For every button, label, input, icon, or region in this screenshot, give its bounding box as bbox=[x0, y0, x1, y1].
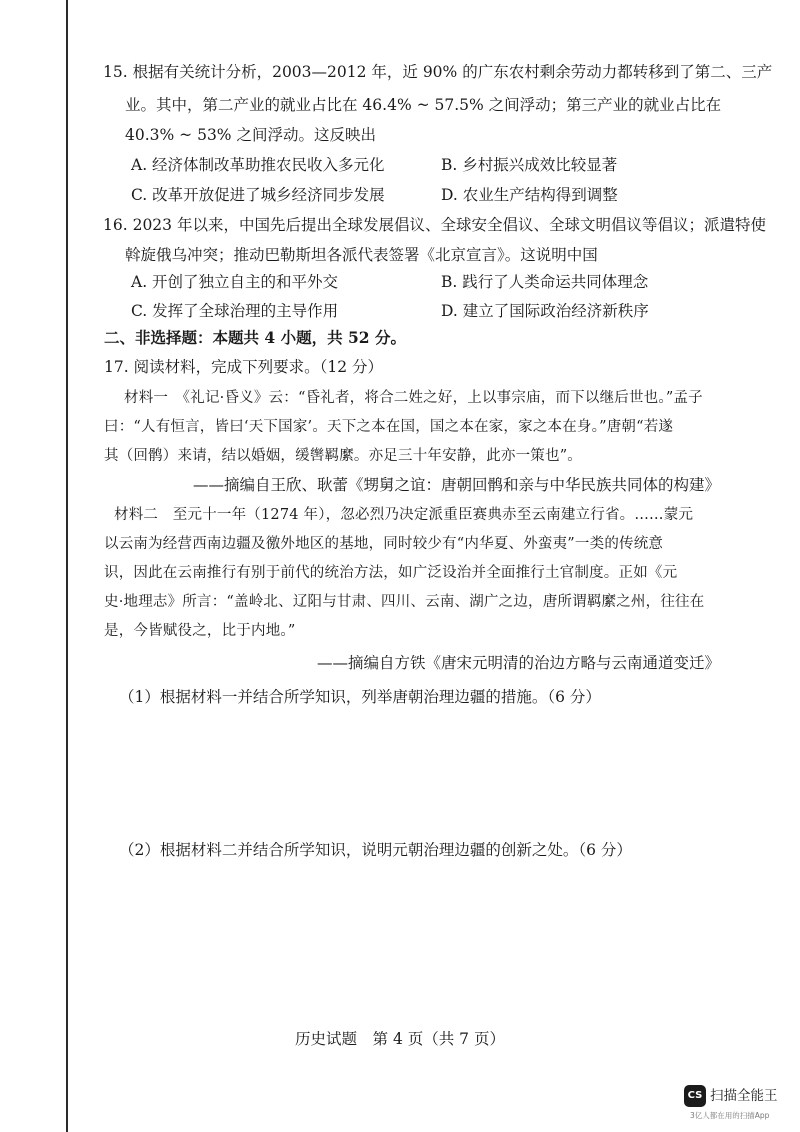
material-2-source: ——摘编自方铁《唐宋元明清的治边方略与云南通道变迁》 bbox=[316, 654, 720, 672]
q16-option-c: C. 发挥了全球治理的主导作用 bbox=[131, 302, 339, 320]
q15-line-1: 15. 根据有关统计分析，2003—2012 年，近 90% 的广东农村剩余劳动力都转移到了第二、三产 bbox=[103, 63, 773, 81]
scanner-watermark bbox=[684, 1083, 796, 1123]
material-1-source: ——摘编自王欣、耿蕾《甥舅之谊：唐朝回鹘和亲与中华民族共同体的构建》 bbox=[192, 476, 720, 494]
q15-option-a: A. 经济体制改革助推农民收入多元化 bbox=[131, 156, 385, 174]
camscanner-logo-icon: CS bbox=[684, 1085, 706, 1107]
section-2-heading: 二、非选择题：本题共 4 小题，共 52 分。 bbox=[104, 328, 406, 347]
watermark-app-name: 扫描全能王 bbox=[710, 1088, 778, 1104]
q17-subquestion-2: （2）根据材料二并结合所学知识，说明元朝治理边疆的创新之处。（6 分） bbox=[119, 841, 632, 859]
material-1-line-1: 材料一 《礼记·昏义》云：“昏礼者，将合二姓之好，上以事宗庙，而下以继后世也。”孟子 bbox=[124, 390, 703, 406]
q15-option-c: C. 改革开放促进了城乡经济同步发展 bbox=[131, 186, 385, 204]
material-2-line-4: 史·地理志》所言：“盖岭北、辽阳与甘肃、四川、云南、湖广之边，唐所谓羁縻之州，往往在 bbox=[104, 594, 705, 610]
q17-subquestion-1: （1）根据材料一并结合所学知识，列举唐朝治理边疆的措施。（6 分） bbox=[119, 688, 601, 706]
material-2-line-2: 以云南为经营西南边疆及徼外地区的基地，同时较少有“内华夏、外蛮夷”一类的传统意 bbox=[104, 536, 664, 552]
q15-line-2: 业。其中，第二产业的就业占比在 46.4% ~ 57.5% 之间浮动；第三产业的就业占比在 bbox=[125, 96, 722, 114]
material-1-line-3: 其（回鹘）来请，结以婚姻，缓辔羁縻。亦足三十年安静，此亦一策也”。 bbox=[104, 448, 583, 464]
watermark-tagline: 3亿人都在用的扫描App bbox=[690, 1111, 770, 1120]
q16-line-1: 16. 2023 年以来，中国先后提出全球发展倡议、全球安全倡议、全球文明倡议等倡议；派遣特使 bbox=[103, 216, 766, 234]
q17-stem: 17. 阅读材料，完成下列要求。（12 分） bbox=[104, 358, 383, 376]
q16-option-d: D. 建立了国际政治经济新秩序 bbox=[441, 302, 649, 320]
material-2-line-3: 识，因此在云南推行有别于前代的统治方法，如广泛设治并全面推行土官制度。正如《元 bbox=[104, 565, 678, 581]
material-2-line-5: 是，今皆赋役之，比于内地。” bbox=[104, 623, 296, 639]
q16-option-b: B. 践行了人类命运共同体理念 bbox=[441, 273, 649, 291]
q15-line-3: 40.3% ~ 53% 之间浮动。这反映出 bbox=[125, 126, 376, 144]
q16-option-a: A. 开创了独立自主的和平外交 bbox=[131, 273, 339, 291]
q15-option-b: B. 乡村振兴成效比较显著 bbox=[441, 156, 618, 174]
q15-option-d: D. 农业生产结构得到调整 bbox=[441, 186, 618, 204]
material-1-line-2: 曰：“人有恒言，皆曰‘天下国家’。天下之本在国，国之本在家，家之本在身。”唐朝“若遂 bbox=[104, 419, 674, 435]
material-2-line-1: 材料二 至元十一年（1274 年），忽必烈乃决定派重臣赛典赤至云南建立行省。……蒙元 bbox=[114, 507, 694, 523]
q16-line-2: 斡旋俄乌冲突；推动巴勒斯坦各派代表签署《北京宣言》。这说明中国 bbox=[125, 246, 598, 264]
page-footer: 历史试题 第 4 页（共 7 页） bbox=[295, 1030, 505, 1048]
